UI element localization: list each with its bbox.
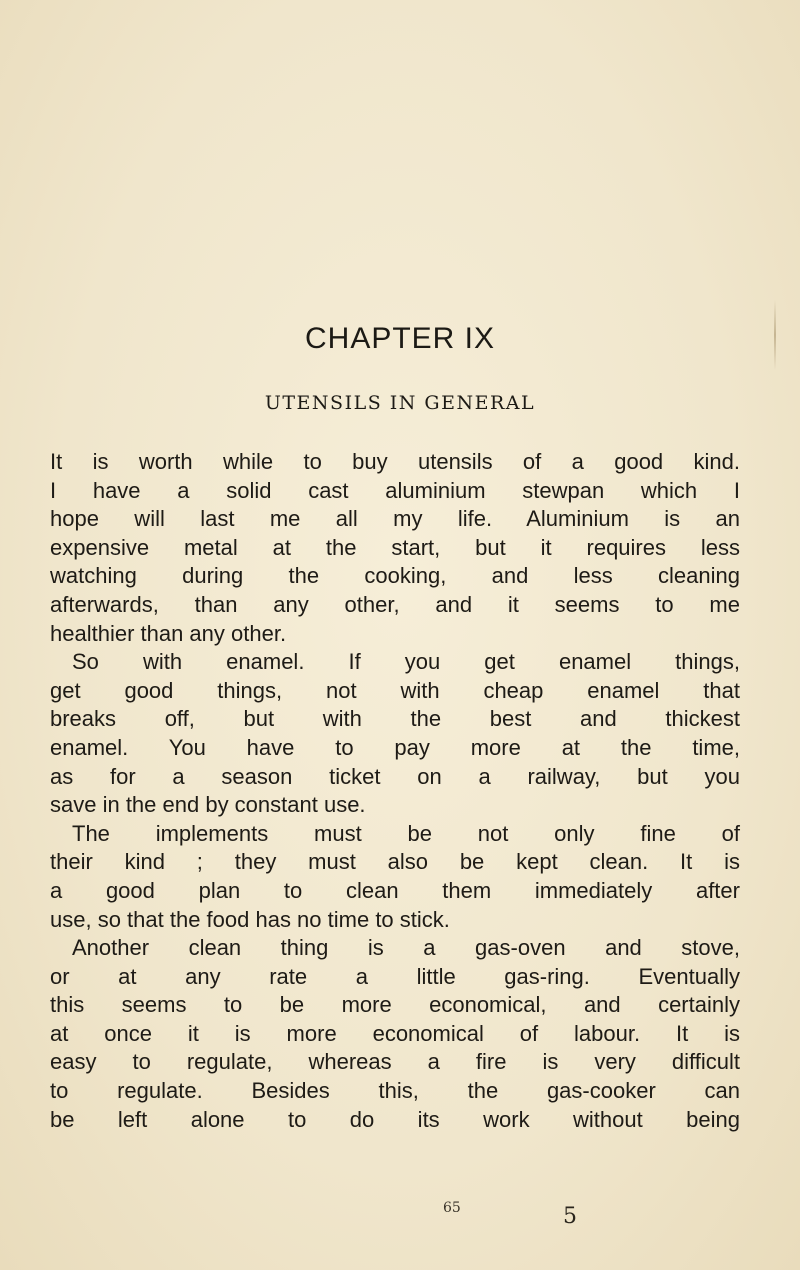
body-text: [50, 448, 740, 1134]
text-line: hope will last me all my life. Aluminium is an: [50, 506, 740, 532]
text-line: expensive metal at the start, but it requires less: [50, 534, 740, 560]
text-line: or at any rate a little gas-ring. Eventually: [50, 963, 740, 989]
text-line: healthier than any other.: [50, 620, 287, 646]
text-line: The implements must be not only fine of: [72, 820, 740, 846]
chapter-title: CHAPTER IX: [304, 322, 496, 355]
text-line: their kind ; they must also be kept clean. It is: [50, 849, 740, 875]
page-number: 65: [443, 1200, 461, 1216]
text-line: breaks off, but with the best and thickest: [50, 706, 740, 732]
text-line: be left alone to do its work without being: [50, 1106, 740, 1132]
text-line: So with enamel. If you get enamel things,: [72, 649, 740, 675]
text-line: get good things, not with cheap enamel that: [50, 677, 740, 703]
text-line: to regulate. Besides this, the gas-cooker can: [50, 1078, 740, 1104]
text-line: I have a solid cast aluminium stewpan which I: [50, 477, 740, 503]
text-line: enamel. You have to pay more at the time,: [50, 734, 740, 760]
text-line: use, so that the food has no time to stick.: [50, 906, 450, 932]
text-line: easy to regulate, whereas a fire is very difficult: [50, 1049, 740, 1075]
page-footer: [0, 1200, 800, 1240]
text-line: afterwards, than any other, and it seems to me: [50, 591, 740, 617]
text-line: save in the end by constant use.: [50, 792, 366, 818]
text-line: as for a season ticket on a railway, but you: [50, 763, 740, 789]
text-line: watching during the cooking, and less cleaning: [50, 563, 740, 589]
signature-mark: 5: [563, 1204, 577, 1229]
chapter-subtitle: UTENSILS IN GENERAL: [264, 392, 536, 414]
text-line: Another clean thing is a gas-oven and stove,: [72, 935, 740, 961]
text-line: at once it is more economical of labour. It is: [50, 1020, 740, 1046]
text-line: a good plan to clean them immediately after: [50, 877, 740, 903]
text-line: this seems to be more economical, and certainly: [50, 992, 740, 1018]
text-line: It is worth while to buy utensils of a good kind.: [50, 449, 740, 474]
